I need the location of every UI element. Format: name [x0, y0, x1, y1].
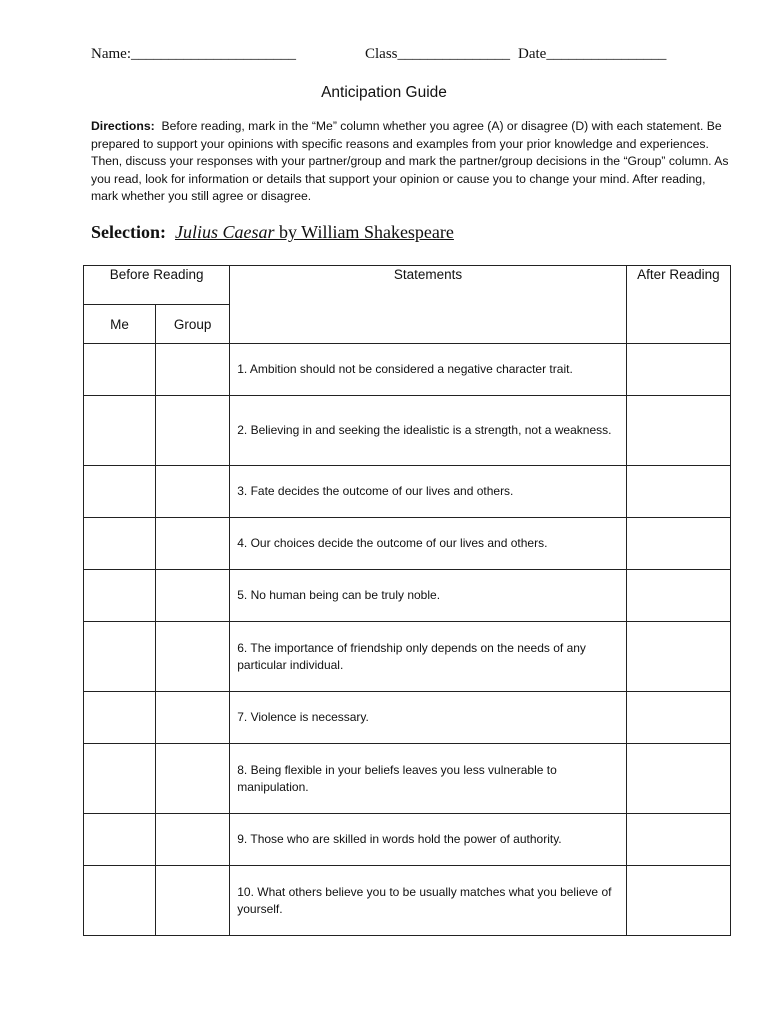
- after-reading-answer-cell[interactable]: [626, 518, 730, 570]
- name-field[interactable]: Name:______________________: [91, 46, 296, 62]
- group-answer-cell[interactable]: [156, 814, 230, 866]
- selection-label: Selection:: [91, 222, 166, 242]
- statement-cell: 5. No human being can be truly noble.: [230, 570, 627, 622]
- before-reading-header: Before Reading: [84, 266, 230, 305]
- statement-cell: 3. Fate decides the outcome of our lives and others.: [230, 466, 627, 518]
- group-answer-cell[interactable]: [156, 396, 230, 466]
- selection-work-title: Julius Caesar: [174, 222, 275, 242]
- table-row: [84, 814, 731, 866]
- directions-label: Directions:: [91, 119, 155, 133]
- group-answer-cell[interactable]: [156, 622, 230, 692]
- table-row: [84, 344, 731, 396]
- me-answer-cell[interactable]: [84, 622, 156, 692]
- table-row: [84, 518, 731, 570]
- group-answer-cell[interactable]: [156, 744, 230, 814]
- directions-text: Before reading, mark in the “Me” column whether you agree (A) or disagree (D) with each statement. Be prepared to support your opinions with specific reasons and examples from your prior knowledge and experiences. Then, discuss your responses with your partner/group and mark the partner/group decisions in the “Group” column. As you read, look for information or details that support your opinion or cause you to change your mind. After reading, mark whether you still agree or disagree.: [91, 119, 729, 203]
- table-row: [84, 622, 731, 692]
- statement-cell: 2. Believing in and seeking the idealistic is a strength, not a weakness.: [230, 396, 627, 466]
- anticipation-guide-table: [83, 265, 731, 936]
- table-row: [84, 466, 731, 518]
- after-reading-answer-cell[interactable]: [626, 344, 730, 396]
- selection-line: [91, 222, 454, 243]
- after-reading-answer-cell[interactable]: [626, 692, 730, 744]
- statement-cell: 1. Ambition should not be considered a negative character trait.: [230, 344, 627, 396]
- group-answer-cell[interactable]: [156, 570, 230, 622]
- statements-header: Statements: [230, 266, 627, 344]
- me-answer-cell[interactable]: [84, 744, 156, 814]
- group-answer-cell[interactable]: [156, 344, 230, 396]
- after-reading-answer-cell[interactable]: [626, 570, 730, 622]
- statement-cell: 8. Being flexible in your beliefs leaves you less vulnerable to manipulation.: [230, 744, 627, 814]
- me-answer-cell[interactable]: [84, 814, 156, 866]
- group-answer-cell[interactable]: [156, 692, 230, 744]
- table-row: [84, 866, 731, 936]
- after-reading-answer-cell[interactable]: [626, 396, 730, 466]
- table-row: [84, 692, 731, 744]
- table-row: [84, 570, 731, 622]
- group-header: Group: [156, 305, 230, 344]
- selection-author: by William Shakespeare: [279, 222, 454, 242]
- table-row: [84, 396, 731, 466]
- after-reading-answer-cell[interactable]: [626, 622, 730, 692]
- statement-cell: 7. Violence is necessary.: [230, 692, 627, 744]
- statement-cell: 10. What others believe you to be usually matches what you believe of yourself.: [230, 866, 627, 936]
- me-answer-cell[interactable]: [84, 466, 156, 518]
- group-answer-cell[interactable]: [156, 466, 230, 518]
- date-field[interactable]: Date________________: [518, 46, 667, 62]
- table-header-row: [84, 266, 731, 305]
- statement-cell: 9. Those who are skilled in words hold the power of authority.: [230, 814, 627, 866]
- after-reading-answer-cell[interactable]: [626, 814, 730, 866]
- me-answer-cell[interactable]: [84, 692, 156, 744]
- me-answer-cell[interactable]: [84, 570, 156, 622]
- statement-cell: 4. Our choices decide the outcome of our lives and others.: [230, 518, 627, 570]
- me-answer-cell[interactable]: [84, 518, 156, 570]
- table-row: [84, 744, 731, 814]
- group-answer-cell[interactable]: [156, 518, 230, 570]
- class-field[interactable]: Class_______________: [365, 46, 511, 62]
- me-answer-cell[interactable]: [84, 396, 156, 466]
- me-answer-cell[interactable]: [84, 866, 156, 936]
- after-reading-header: After Reading: [626, 266, 730, 344]
- me-header: Me: [84, 305, 156, 344]
- directions-paragraph: [91, 118, 731, 206]
- after-reading-answer-cell[interactable]: [626, 744, 730, 814]
- student-info-line: [91, 46, 711, 66]
- me-answer-cell[interactable]: [84, 344, 156, 396]
- page-title: Anticipation Guide: [321, 84, 447, 101]
- after-reading-answer-cell[interactable]: [626, 866, 730, 936]
- group-answer-cell[interactable]: [156, 866, 230, 936]
- statement-cell: 6. The importance of friendship only depends on the needs of any particular individual.: [230, 622, 627, 692]
- after-reading-answer-cell[interactable]: [626, 466, 730, 518]
